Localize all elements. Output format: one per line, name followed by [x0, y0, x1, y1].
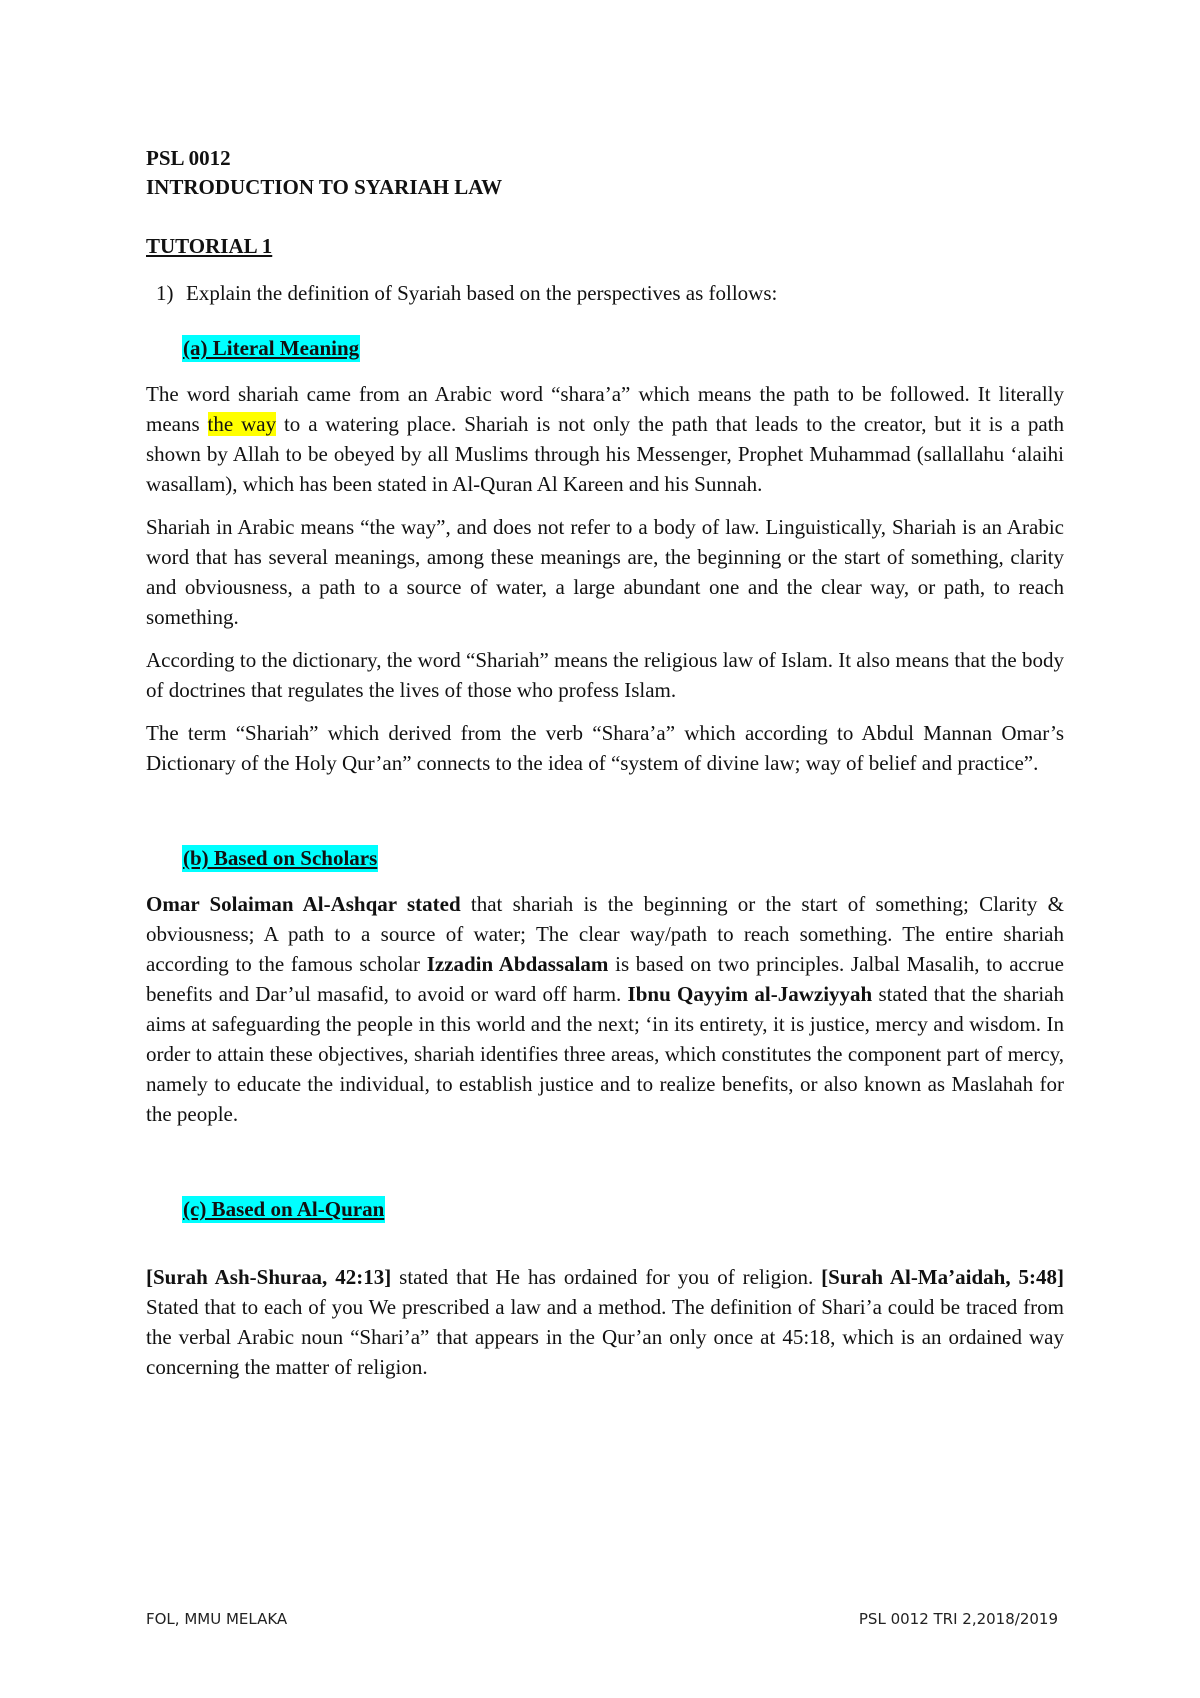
section-a-heading-label: (a) Literal Meaning — [183, 336, 360, 360]
section-a-paragraph-4: The term “Shariah” which derived from the verb “Shara’a” which according to Abdul Mannan Omar’s Dictionary of the Holy Qur’an” connects to the idea of “system of divine law; way of belief and practice”. — [146, 721, 1064, 775]
course-code: PSL 0012 — [146, 146, 231, 170]
quran-reference: [Surah Al-Ma’aidah, 5:48] — [821, 1265, 1064, 1289]
page-footer — [146, 1610, 1058, 1628]
tutorial-title: TUTORIAL 1 — [146, 234, 273, 258]
paragraph-text: The word shariah came from an Arabic word “shara’a” which means the path to be followed. It literally means — [146, 382, 1064, 436]
scholar-name: Ibnu Qayyim al-Jawziyyah — [627, 982, 873, 1006]
paragraph-text: stated that the shariah aims at safeguarding the people in this world and the next; ‘in its entirety, it is justice, mercy and wisdom. In order to attain these objectives, shariah identifies three areas, which constitutes the component part of mercy, namely to educate the individual, to establish justice and to realize benefits, or also known as Maslahah for the people. — [146, 982, 1065, 1126]
scholar-name: Omar Solaiman Al-Ashqar stated — [146, 892, 461, 916]
section-c-heading-label: (c) Based on Al-Quran — [183, 1197, 385, 1221]
scholar-name: Izzadin Abdassalam — [426, 952, 609, 976]
paragraph-text: that shariah is the beginning or the start of something; Clarity & obviousness; A path to a source of water; The clear way/path to reach something. The entire shariah according to the famous scholar — [146, 892, 1064, 976]
quran-reference: [Surah Ash-Shuraa, 42:13] — [146, 1265, 392, 1289]
footer-left: FOL, MMU MELAKA — [146, 1610, 288, 1628]
footer-right: PSL 0012 TRI 2,2018/2019 — [858, 1610, 1058, 1628]
highlighted-text: the way — [207, 412, 277, 436]
section-a-heading — [182, 334, 1064, 363]
section-b-paragraph — [146, 889, 1064, 1129]
question-text: Explain the definition of Syariah based on the perspectives as follows: — [186, 281, 778, 305]
section-b-heading-label: (b) Based on Scholars — [183, 846, 378, 870]
question-number: 1) — [156, 281, 174, 305]
paragraph-text: to a watering place. Shariah is not only the path that leads to the creator, but it is a path shown by Allah to be obeyed by all Muslims through his Messenger, Prophet Muhammad (sallallahu ‘alaihi wasallam), which has been stated in Al-Quran Al Kareen and his Sunnah. — [146, 412, 1064, 496]
section-a-paragraph-1 — [146, 379, 1064, 499]
paragraph-text: stated that He has ordained for you of religion. — [391, 1265, 822, 1289]
section-c-heading — [182, 1195, 1064, 1224]
section-c-paragraph — [146, 1262, 1064, 1382]
section-b-heading — [182, 844, 1064, 873]
paragraph-text: Stated that to each of you We prescribed a law and a method. The definition of Shari’a could be traced from the verbal Arabic noun “Shari’a” that appears in the Qur’an only once at 45:18, which is an ordained way concerning the matter of religion. — [146, 1295, 1064, 1379]
section-a-paragraph-3: According to the dictionary, the word “Shariah” means the religious law of Islam. It also means that the body of doctrines that regulates the lives of those who profess Islam. — [146, 648, 1064, 702]
course-title: INTRODUCTION TO SYARIAH LAW — [146, 175, 503, 199]
document-body — [146, 144, 1064, 1382]
section-a-paragraph-2: Shariah in Arabic means “the way”, and does not refer to a body of law. Linguistically, Shariah is an Arabic word that has several meanings, among these meanings are, the beginning or the start of something, clarity and obviousness, a path to a source of water, a large abundant one and the clear way, or path, to reach something. — [146, 515, 1064, 629]
paragraph-text: is based on two principles. Jalbal Masalih, to accrue benefits and Dar’ul masafid, to avoid or ward off harm. — [146, 952, 1064, 1006]
question-1 — [146, 279, 1064, 308]
